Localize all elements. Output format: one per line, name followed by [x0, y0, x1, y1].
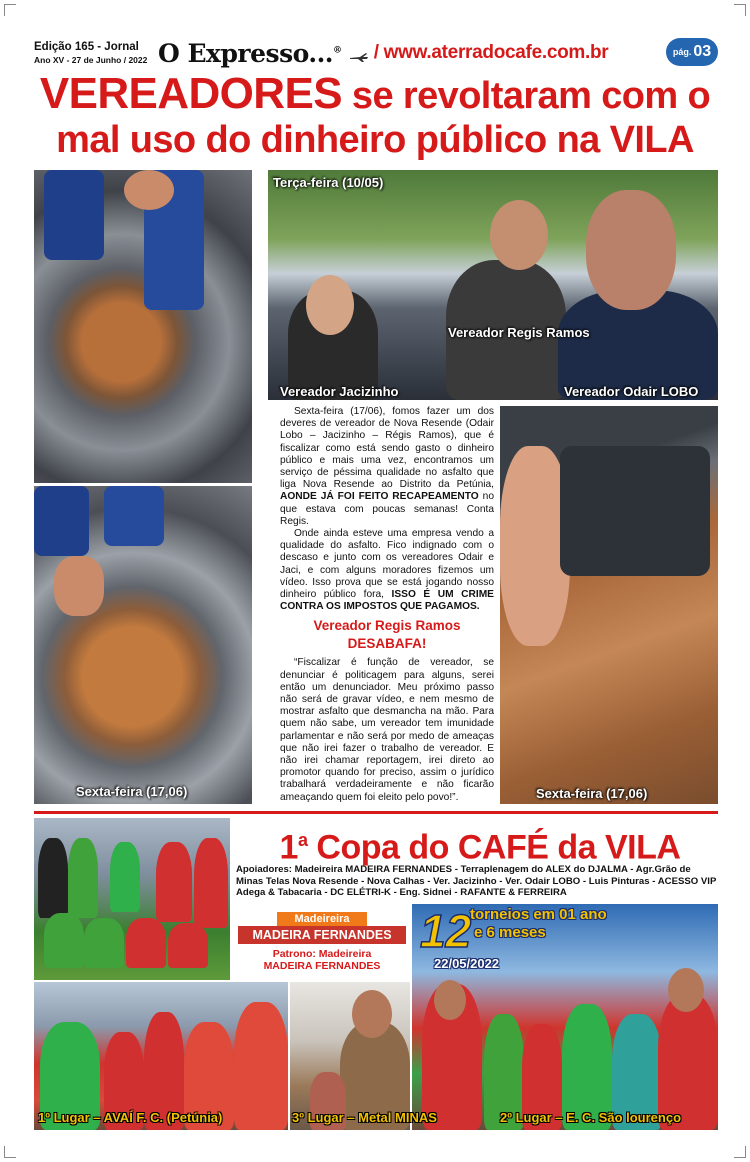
edition-info: [34, 42, 158, 64]
headline-line-2: mal uso do dinheiro público na VILA: [56, 119, 694, 161]
third-place-photo: [290, 982, 437, 1130]
label-odair: Vereador Odair LOBO: [564, 384, 699, 399]
page-prefix: pág.: [672, 47, 692, 57]
team-photo: [34, 818, 230, 980]
page-number-badge: [666, 38, 718, 66]
madeireira-label: Madeireira: [277, 912, 367, 926]
asphalt-photo-bottom-left: [34, 486, 252, 804]
title-ordinal: a: [297, 830, 308, 850]
edition-line: Edição 165 - Jornal: [34, 41, 139, 53]
article-paragraph: [280, 528, 494, 613]
face: [490, 200, 548, 270]
tournament-line-1: torneios em 01 ano: [470, 906, 607, 923]
page-number: 03: [693, 43, 712, 60]
face: [352, 990, 392, 1038]
jeans-legs: [34, 486, 89, 556]
player: [156, 842, 192, 922]
paragraph-text: no que estava com poucas semanas! Conta Regis.: [280, 491, 494, 527]
headline: [20, 69, 730, 162]
patron-line-1: Patrono: Madeireira: [272, 948, 372, 960]
player: [126, 918, 166, 968]
paragraph-bold: AONDE JÁ FOI FEITO RECAPEAMENTO: [280, 491, 479, 503]
title-text: Copa do CAFÉ da VILA: [307, 828, 681, 867]
edition-date: Ano XV - 27 de Junho / 2022: [34, 54, 148, 65]
face: [668, 968, 704, 1012]
crop-mark: [4, 1146, 16, 1158]
sponsors-list: Apoiadores: Madeireira MADEIRA FERNANDES - Terraplenagem do ALEX do DJALMA - Agr.Grão de Minas Telas Nova Resende - Nova Calhas - Ver. Jacizinho - Ver. Odair LOBO - Luis Pinturas - ACESSO VIP Adega & Tabacaria - DC ELÉTRI-K - Eng. Sidnei - RAFANTE & FERREIRA: [236, 864, 717, 898]
crop-mark: [734, 1146, 746, 1158]
player: [234, 1002, 288, 1130]
headline-line1-rest: se revoltaram com o: [341, 75, 711, 117]
article-body: [280, 406, 494, 804]
player: [68, 838, 98, 918]
patron-line-2: MADEIRA FERNANDES: [263, 960, 381, 972]
logo-text: O Expresso...: [158, 38, 333, 68]
headline-emphasis: VEREADORES: [39, 69, 342, 118]
player: [38, 838, 68, 918]
second-place-caption: 2º Lugar – E. C. São lourenço: [500, 1110, 682, 1125]
crop-mark: [734, 4, 746, 16]
copa-date: 22/05/2022: [434, 956, 500, 971]
copa-title: [240, 820, 720, 867]
article-quote: “Fiscalizar é função de vereador, se denunciar é politicagem para alguns, serei então um denunciador. Meu próximo passo não será de gravar vídeo, e nem mesmo de mostrar asfalto que desmancha na mão. Para quem não sabe, um vereador tem imunidade parlamentar e não será por medo de ameaças que não irei fazer o trabalho de vereador. E não irei chamar reportagem, irei direto ao promotor quando for preciso, assim o jurídico trabalhará verdadeiramente e não ficarão ameaçando quem foi eleito pelo povo!”.: [280, 657, 494, 803]
third-place-caption: 3º Lugar – Metal MINAS: [292, 1110, 437, 1125]
site-url[interactable]: / www.aterradocafe.com.br: [373, 42, 609, 63]
tournament-count: 12: [420, 905, 472, 957]
article-subhead: [280, 617, 494, 653]
newspaper-logo: [158, 39, 368, 68]
first-place-photo: [34, 982, 288, 1130]
photo-caption: Sexta-feira (17,06): [536, 786, 648, 801]
asphalt-photo-top-left: [34, 170, 252, 483]
headline-line-1: [20, 69, 730, 118]
player: [168, 923, 208, 968]
player: [194, 838, 228, 928]
player: [44, 913, 84, 968]
label-jacizinho: Vereador Jacizinho: [280, 384, 399, 399]
photo-date-caption: Terça-feira (10/05): [273, 175, 384, 190]
label-regis: Vereador Regis Ramos: [448, 325, 590, 340]
patron-block: [238, 912, 406, 978]
player: [84, 918, 124, 968]
vereadores-photo: [268, 170, 718, 400]
face: [306, 275, 354, 335]
face: [434, 980, 466, 1020]
jeans-legs: [44, 170, 104, 260]
paragraph-text: Onde ainda esteve uma empresa vendo a qualidade do asfalto. Fico indignado com o descaso e junto com os vereadores Odair e Jaci, e com alguns moradores fizemos um vídeo. Isso prova que se está jogando nosso dinheiro público fora,: [280, 528, 494, 601]
title-number: 1: [279, 828, 298, 867]
article-paragraph: [280, 406, 494, 528]
paragraph-text: Sexta-feira (17/06), fomos fazer um dos deveres de vereador de Nova Resende (Odair Lobo – Jacizinho – Régis Ramos), que é fiscalizar como está sendo gasto o dinheiro público e mais uma vez, encontramos um serviço de péssima qualidade no asfalto que liga Nova Resende ao Distrito da Petúnia,: [280, 406, 494, 491]
player: [110, 842, 140, 912]
face: [586, 190, 676, 310]
photo-caption: Sexta-feira (17,06): [76, 784, 188, 799]
arm: [54, 556, 104, 616]
asphalt-chunk: [560, 446, 710, 576]
jeans-legs: [104, 486, 164, 546]
madeireira-name: MADEIRA FERNANDES: [238, 926, 406, 944]
subhead-line-2: DESABAFA!: [347, 636, 427, 652]
first-place-caption: 1º Lugar – AVAÍ F. C. (Petúnia): [38, 1110, 223, 1125]
page-header: [34, 38, 718, 68]
registered-mark: ®: [333, 45, 342, 56]
section-divider: [34, 811, 718, 814]
tournament-text: [470, 906, 630, 942]
crop-mark: [4, 4, 16, 16]
paragraph-bold: ISSO É UM CRIME CONTRA OS IMPOSTOS QUE PAGAMOS.: [280, 589, 494, 613]
subhead-line-1: Vereador Regis Ramos: [313, 618, 461, 634]
tournament-line-2: e 6 meses: [474, 924, 546, 941]
airplane-icon: [350, 52, 368, 62]
asphalt-photo-right: [500, 406, 718, 804]
hand: [124, 170, 174, 210]
